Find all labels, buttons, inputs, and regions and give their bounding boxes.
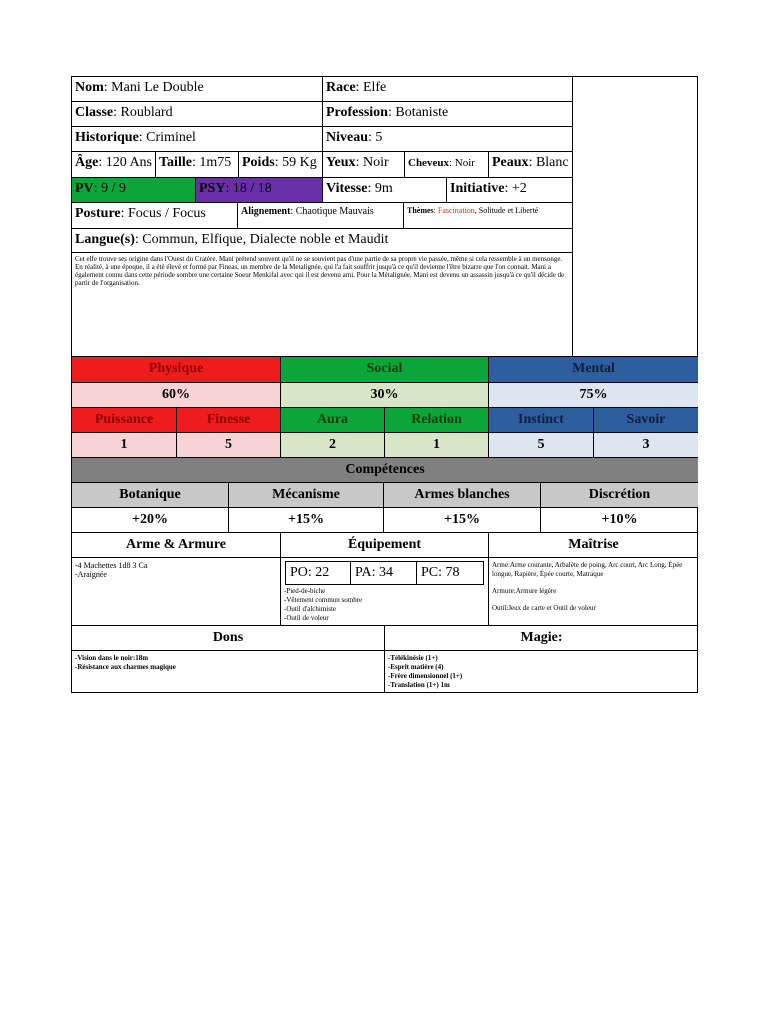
social-header: Social (281, 357, 489, 383)
equipement-line: -Outil d'alchimiste (284, 605, 337, 613)
magie-line: -Frère dimensionnel (1+) (388, 672, 463, 680)
arme-armure-list (72, 558, 281, 626)
don-line: -Vision dans le noir:18m (75, 654, 149, 662)
cheveux-field: Cheveux: Noir (405, 152, 489, 178)
competence-value: +15% (229, 508, 384, 533)
initiative-field: Initiative: +2 (447, 178, 573, 203)
competences-header: Compétences (72, 458, 698, 483)
equipement-line: -Outil de voleur (284, 614, 329, 622)
dons-header: Dons (72, 626, 385, 651)
don-line: -Résistance aux charmes magique (75, 663, 176, 671)
profession-field: Profession: Botaniste (323, 102, 573, 127)
relation-value: 1 (385, 433, 489, 458)
equipement-line: -Pied-de-biche (284, 587, 326, 595)
magie-header: Magie: (385, 626, 698, 651)
maitrise-header: Maîtrise (489, 533, 698, 558)
equipement-panel (281, 558, 489, 626)
nom-field: Nom: Mani Le Double (72, 77, 323, 102)
maitrise-outil: Outil:Jeux de carte et Outil de voleur (492, 604, 596, 612)
equipement-line: -Vêtement commun sombre (284, 596, 363, 604)
aura-header: Aura (281, 408, 385, 433)
niveau-field: Niveau: 5 (323, 127, 573, 152)
langues-field: Langue(s): Commun, Elfique, Dialecte noble et Maudit (72, 229, 573, 253)
competence-label: Discrétion (541, 483, 698, 508)
competence-label: Botanique (72, 483, 229, 508)
age-field: Âge: 120 Ans (72, 152, 156, 178)
peaux-field: Peaux: Blanc (489, 152, 573, 178)
race-field: Race: Elfe (323, 77, 573, 102)
savoir-header: Savoir (594, 408, 698, 433)
social-percent: 30% (281, 383, 489, 408)
puissance-header: Puissance (72, 408, 177, 433)
pc-counter: PC: 78 (416, 561, 484, 585)
arme-line: -Araignée (75, 570, 107, 579)
physique-percent: 60% (72, 383, 281, 408)
taille-field: Taille: 1m75 (156, 152, 239, 178)
competence-label: Armes blanches (384, 483, 541, 508)
instinct-value: 5 (489, 433, 594, 458)
arme-line: -4 Machettes 1d8 3 Ca (75, 561, 148, 570)
portrait-frame (573, 77, 698, 357)
magie-line: -Télékinésie (1+) (388, 654, 438, 662)
alignement-field: Alignement: Chaotique Mauvais (238, 203, 404, 229)
puissance-value: 1 (72, 433, 177, 458)
historique-field: Historique: Criminel (72, 127, 323, 152)
psy-field: PSY: 18 / 18 (196, 178, 323, 203)
maitrise-list (489, 558, 698, 626)
physique-header: Physique (72, 357, 281, 383)
arme-armure-header: Arme & Armure (72, 533, 281, 558)
savoir-value: 3 (594, 433, 698, 458)
yeux-field: Yeux: Noir (323, 152, 405, 178)
relation-header: Relation (385, 408, 489, 433)
themes-field: Thèmes: Fascination, Solitude et Liberté (404, 203, 573, 229)
pv-field: PV: 9 / 9 (72, 178, 196, 203)
competence-label: Mécanisme (229, 483, 384, 508)
mental-percent: 75% (489, 383, 698, 408)
finesse-value: 5 (177, 433, 281, 458)
backstory-text: Cet elfe trouve ses origine dans l'Ouest du Cratère. Mani prétend souvent qu'il ne se souvient pas d'une partie de sa propre vie passée, même si cela ressemble à un mensonge. En réalité, à une époque, il a été élevé et formé par Fineas, un membre de la Metalignée, qui l'a fait souffrir jusqu'à ce qu'il devienne l'être bizarre que l'on connait. Mani a également connu dans cette période sombre une certaine Soeur Menkifal avec qui il est devenu ami. Pour la Métalignée, Mani est devenu un assassin jusqu'à ce qu'il décide de partir de l'organisation. (72, 253, 573, 357)
maitrise-armure: Armure:Armure légère (492, 587, 557, 595)
po-counter: PO: 22 (285, 561, 351, 585)
equipement-list (284, 587, 362, 623)
finesse-header: Finesse (177, 408, 281, 433)
maitrise-arme: Arme:Arme courante, Arbalète de poing, Arc court, Arc Long, Épée longue, Rapière, Épée courte, Matraque (492, 561, 683, 578)
equipement-header: Équipement (281, 533, 489, 558)
magie-line: -Translation (1+) 1m (388, 681, 450, 689)
character-sheet (71, 76, 698, 693)
competence-value: +10% (541, 508, 698, 533)
pa-counter: PA: 34 (350, 561, 417, 585)
competence-value: +20% (72, 508, 229, 533)
poids-field: Poids: 59 Kg (239, 152, 323, 178)
competence-value: +15% (384, 508, 541, 533)
classe-field: Classe: Roublard (72, 102, 323, 127)
aura-value: 2 (281, 433, 385, 458)
dons-list (72, 651, 385, 693)
vitesse-field: Vitesse: 9m (323, 178, 447, 203)
magie-list (385, 651, 698, 693)
instinct-header: Instinct (489, 408, 594, 433)
magie-line: -Esprit matière (4) (388, 663, 444, 671)
mental-header: Mental (489, 357, 698, 383)
posture-field: Posture: Focus / Focus (72, 203, 238, 229)
